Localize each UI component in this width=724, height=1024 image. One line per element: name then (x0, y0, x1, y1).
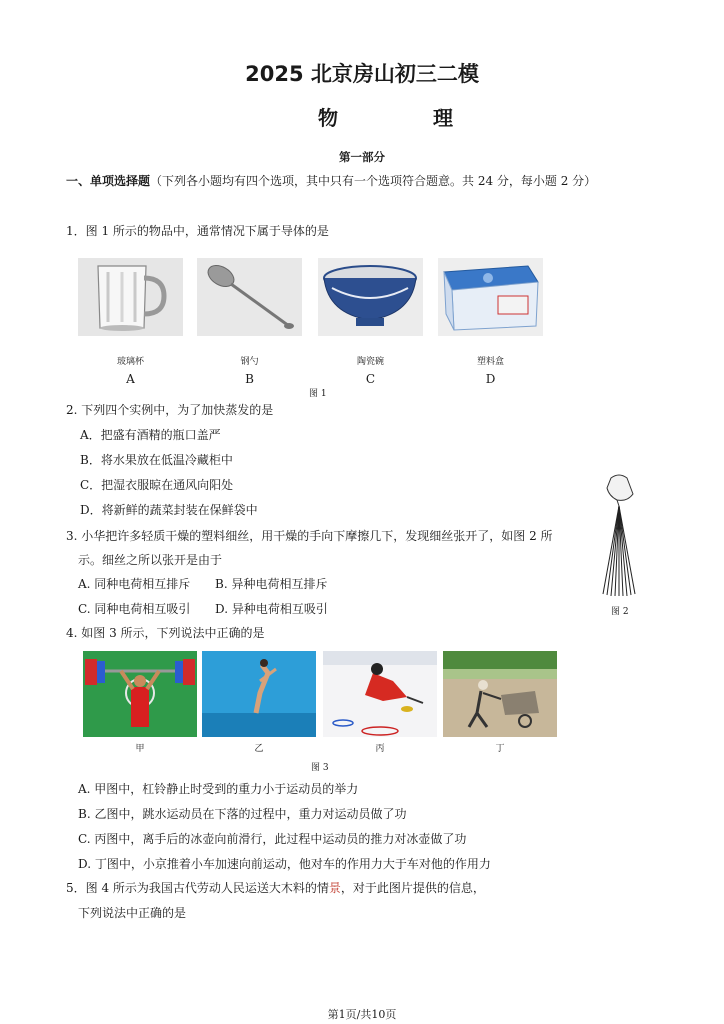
q4-item-caption: 丁 (495, 744, 505, 754)
q5-stem-highlight: 景 (328, 881, 341, 895)
q1-option-letter: B (245, 372, 254, 386)
q1-stem: 1．图 1 所示的物品中，通常情况下属于导体的是 (66, 224, 329, 238)
q1-item-caption: 塑料盒 (476, 357, 504, 367)
q4-stem: 4. 如图 3 所示，下列说法中正确的是 (66, 626, 265, 640)
figure-3-label: 图 3 (311, 763, 329, 773)
steel-spoon-icon (197, 258, 302, 336)
q4-option-a: A. 甲图中，杠铃静止时受到的重力小于运动员的举力 (78, 782, 359, 796)
q2-option-a: A．把盛有酒精的瓶口盖严 (80, 428, 221, 442)
q2-stem: 2. 下列四个实例中，为了加快蒸发的是 (66, 403, 274, 417)
q5-stem-line2: 下列说法中正确的是 (78, 906, 187, 920)
q3-option-a: A. 同种电荷相互排斥 (78, 577, 191, 591)
q1-option-letter: D (485, 372, 496, 386)
q4-item-caption: 丙 (375, 744, 385, 754)
curling-photo-icon (323, 651, 437, 737)
section-label: 一、单项选择题 (66, 174, 151, 188)
q1-option-letter: C (365, 372, 376, 386)
subject-title: 物 理 (318, 106, 497, 130)
q1-option-letter: A (126, 372, 135, 386)
q1-item-caption: 钢勺 (240, 357, 259, 367)
section-note: （下列各小题均有四个选项，其中只有一个选项符合题意。共 24 分，每小题 2 分） (150, 174, 597, 188)
wheelbarrow-photo-icon (443, 651, 557, 737)
q3-stem-line2: 示。细丝之所以张开是由于 (78, 553, 223, 567)
q4-item-caption: 乙 (254, 744, 264, 754)
q5-stem-line1 (66, 879, 485, 896)
q3-option-c: C. 同种电荷相互吸引 (78, 602, 191, 616)
q5-stem-after: ，对于此图片提供的信息， (340, 881, 485, 895)
page-footer: 第1页/共10页 (327, 1008, 397, 1021)
q3-option-d: D. 异种电荷相互吸引 (215, 602, 328, 616)
part-title: 第一部分 (339, 150, 385, 164)
q4-option-d: D. 丁图中，小京推着小车加速向前运动，他对车的作用力大于车对他的作用力 (78, 857, 491, 871)
q2-option-c: C．把湿衣服晾在通风向阳处 (80, 478, 234, 492)
q2-option-b: B．将水果放在低温冷藏柜中 (80, 453, 233, 467)
q4-option-c: C. 丙图中，离手后的冰壶向前滑行，此过程中运动员的推力对冰壶做了功 (78, 832, 467, 846)
diver-photo-icon (202, 651, 316, 737)
figure-1-label: 图 1 (309, 389, 327, 399)
q4-option-b: B. 乙图中，跳水运动员在下落的过程中，重力对运动员做了功 (78, 807, 407, 821)
plastic-box-icon (438, 258, 543, 336)
q1-item-caption: 陶瓷碗 (356, 357, 384, 367)
q1-item-caption: 玻璃杯 (116, 357, 144, 367)
q3-option-b: B. 异种电荷相互排斥 (215, 577, 328, 591)
ceramic-bowl-icon (318, 258, 423, 336)
section-heading (66, 172, 596, 189)
weightlifter-photo-icon (83, 651, 197, 737)
figure-2-label: 图 2 (611, 607, 629, 617)
glass-mug-icon (78, 258, 183, 336)
q3-stem-line1: 3. 小华把许多轻质干燥的塑料细丝，用干燥的手向下摩擦几下，发现细丝张开了，如图 2 所 (66, 529, 553, 543)
q5-stem-before: 5．图 4 所示为我国古代劳动人民运送大木料的情 (66, 881, 329, 895)
q2-option-d: D．将新鲜的蔬菜封装在保鲜袋中 (80, 503, 258, 517)
hand-threads-icon (597, 472, 645, 602)
q4-item-caption: 甲 (135, 744, 145, 754)
exam-title: 2025 北京房山初三二模 (245, 62, 479, 86)
